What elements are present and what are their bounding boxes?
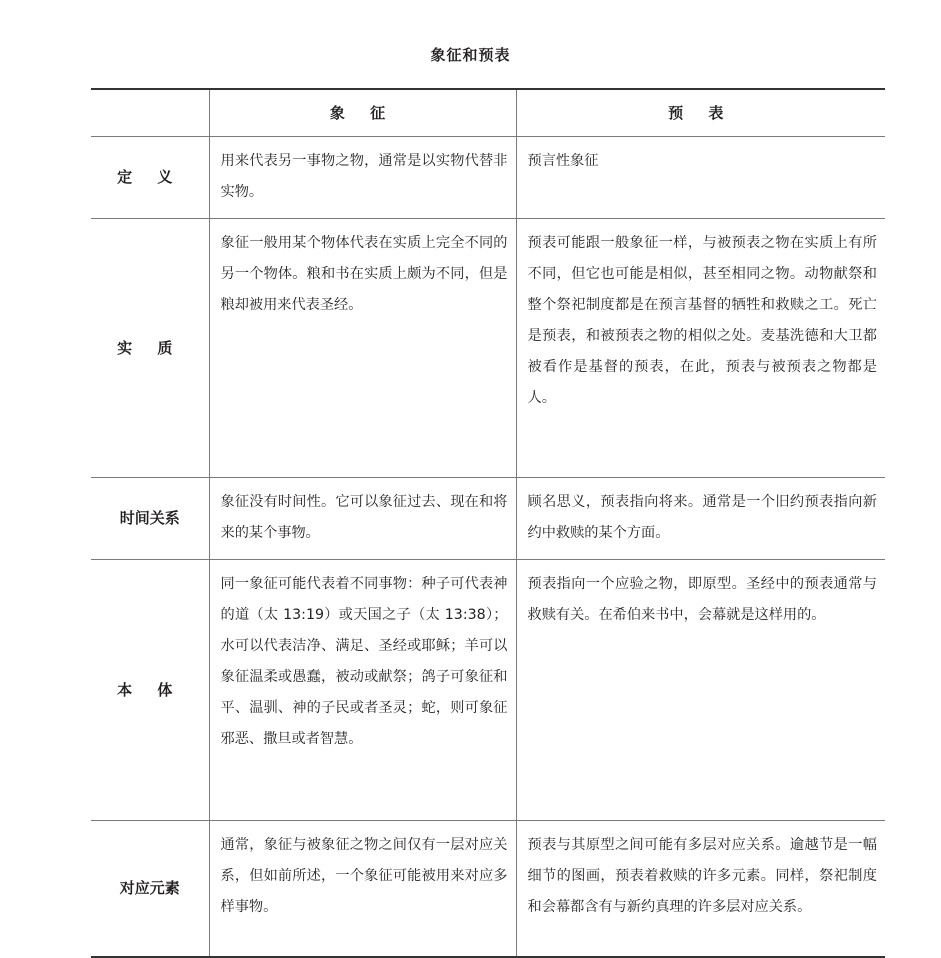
symbol-cell: 象征一般用某个物体代表在实质上完全不同的另一个物体。粮和书在实质上颇为不同，但是粮却被用来代表圣经。 (209, 219, 516, 478)
table-title: 象征和预表 (430, 46, 511, 64)
symbol-cell: 用来代表另一事物之物，通常是以实物代替非实物。 (209, 137, 516, 219)
header-row (91, 89, 885, 137)
header-symbol: 象 征 (209, 89, 516, 137)
header-corner (91, 89, 209, 137)
table-row-correspondence (91, 821, 885, 957)
comparison-table (91, 88, 885, 958)
symbol-cell: 象征没有时间性。它可以象征过去、现在和将来的某个事物。 (209, 478, 516, 560)
row-label: 实 质 (91, 219, 209, 478)
symbol-cell: 同一象征可能代表着不同事物：种子可代表神的道（太 13:19）或天国之子（太 13:38）；水可以代表洁净、满足、圣经或耶稣；羊可以象征温柔或愚蠢，被动或献祭；鸽子可象征和平、温驯、神的子民或者圣灵；蛇，则可象征邪恶、撒旦或者智慧。 (209, 560, 516, 821)
table-row-definition (91, 137, 885, 219)
type-cell: 预表可能跟一般象征一样，与被预表之物在实质上有所不同，但它也可能是相似，甚至相同之物。动物献祭和整个祭祀制度都是在预言基督的牺牲和救赎之工。死亡是预表，和被预表之物的相似之处。麦基洗德和大卫都被看作是基督的预表，在此，预表与被预表之物都是人。 (516, 219, 885, 478)
symbol-cell: 通常，象征与被象征之物之间仅有一层对应关系，但如前所述，一个象征可能被用来对应多样事物。 (209, 821, 516, 957)
row-label: 本 体 (91, 560, 209, 821)
header-type: 预 表 (516, 89, 885, 137)
type-cell: 预表与其原型之间可能有多层对应关系。逾越节是一幅细节的图画，预表着救赎的许多元素。同样，祭祀制度和会幕都含有与新约真理的许多层对应关系。 (516, 821, 885, 957)
row-label: 时间关系 (91, 478, 209, 560)
table-row-substance (91, 560, 885, 821)
type-cell: 预表指向一个应验之物，即原型。圣经中的预表通常与救赎有关。在希伯来书中，会幕就是这样用的。 (516, 560, 885, 821)
type-cell: 顾名思义，预表指向将来。通常是一个旧约预表指向新约中救赎的某个方面。 (516, 478, 885, 560)
row-label: 定 义 (91, 137, 209, 219)
table-row-time (91, 478, 885, 560)
table-row-essence (91, 219, 885, 478)
row-label: 对应元素 (91, 821, 209, 957)
type-cell: 预言性象征 (516, 137, 885, 219)
